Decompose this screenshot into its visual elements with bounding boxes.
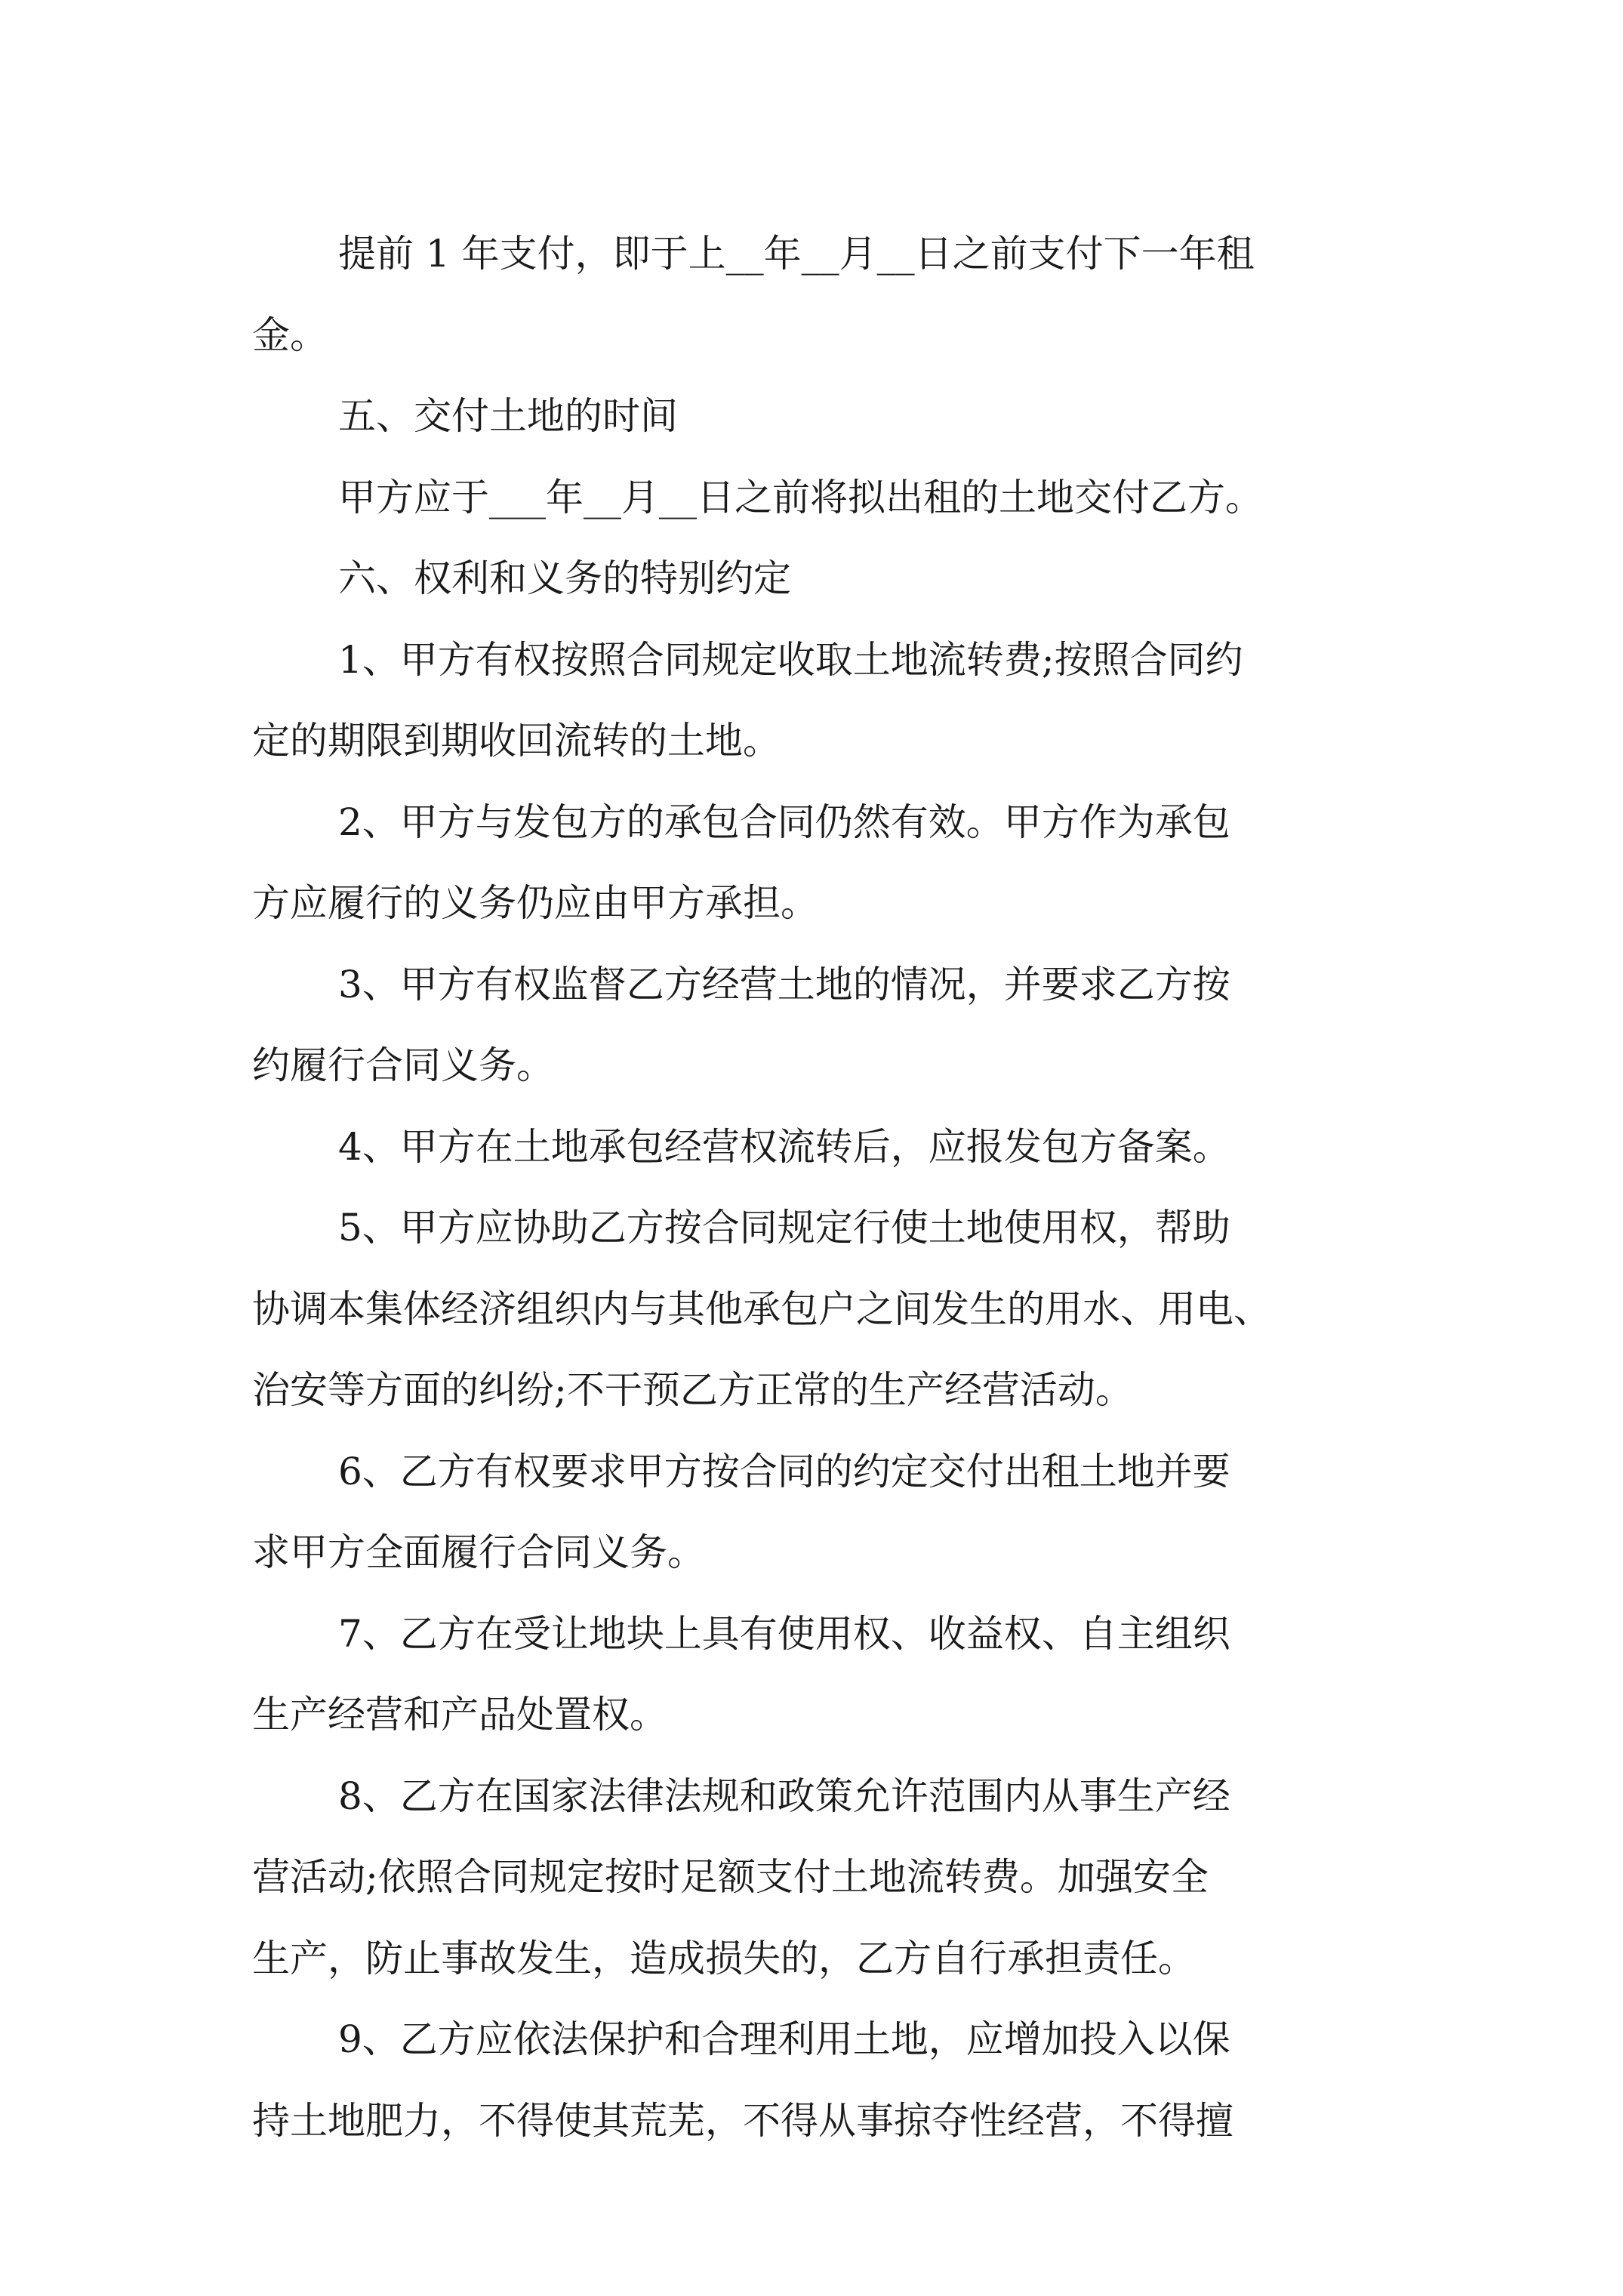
clause-line: 治安等方面的纠纷;不干预乙方正常的生产经营活动。: [252, 1368, 1133, 1412]
clause-line: 2、甲方与发包方的承包合同仍然有效。甲方作为承包: [338, 800, 1230, 844]
clause-line: 定的期限到期收回流转的土地。: [252, 719, 781, 763]
text-line: 金。: [252, 313, 328, 357]
clause-line: 生产，防止事故发生，造成损失的，乙方自行承担责任。: [252, 1936, 1196, 1980]
clause-line: 1、甲方有权按照合同规定收取土地流转费;按照合同约: [338, 637, 1243, 682]
clause-line: 协调本集体经济组织内与其他承包户之间发生的用水、用电、: [252, 1287, 1271, 1331]
document-body: [252, 214, 1384, 2162]
clause-line: 7、乙方在受让地块上具有使用权、收益权、自主组织: [338, 1611, 1230, 1656]
clause-line: 5、甲方应协助乙方按合同规定行使土地使用权，帮助: [338, 1206, 1230, 1250]
clause-line: 9、乙方应依法保护和合理利用土地，应增加投入以保: [338, 2017, 1230, 2061]
clause-line: 约履行合同义务。: [252, 1043, 554, 1087]
clause-line: 8、乙方在国家法律法规和政策允许范围内从事生产经: [338, 1774, 1230, 1818]
clause-line: 求甲方全面履行合同义务。: [252, 1530, 705, 1574]
clause-line: 持土地肥力，不得使其荒芜，不得从事掠夺性经营，不得擅: [252, 2098, 1233, 2143]
text-line: 甲方应于___年__月__日之前将拟出租的土地交付乙方。: [338, 475, 1263, 519]
clause-line: 3、甲方有权监督乙方经营土地的情况，并要求乙方按: [338, 962, 1230, 1006]
section-heading: 六、权利和义务的特别约定: [338, 556, 791, 600]
clause-line: 方应履行的义务仍应由甲方承担。: [252, 881, 818, 925]
clause-line: 6、乙方有权要求甲方按合同的约定交付出租土地并要: [338, 1449, 1230, 1493]
section-heading: 五、交付土地的时间: [338, 394, 678, 438]
clause-line: 营活动;依照合同规定按时足额支付土地流转费。加强安全: [252, 1855, 1209, 1899]
clause-line: 生产经营和产品处置权。: [252, 1693, 667, 1737]
text-line: 提前 1 年支付，即于上__年__月__日之前支付下一年租: [338, 232, 1255, 276]
clause-line: 4、甲方在土地承包经营权流转后，应报发包方备案。: [338, 1124, 1230, 1169]
